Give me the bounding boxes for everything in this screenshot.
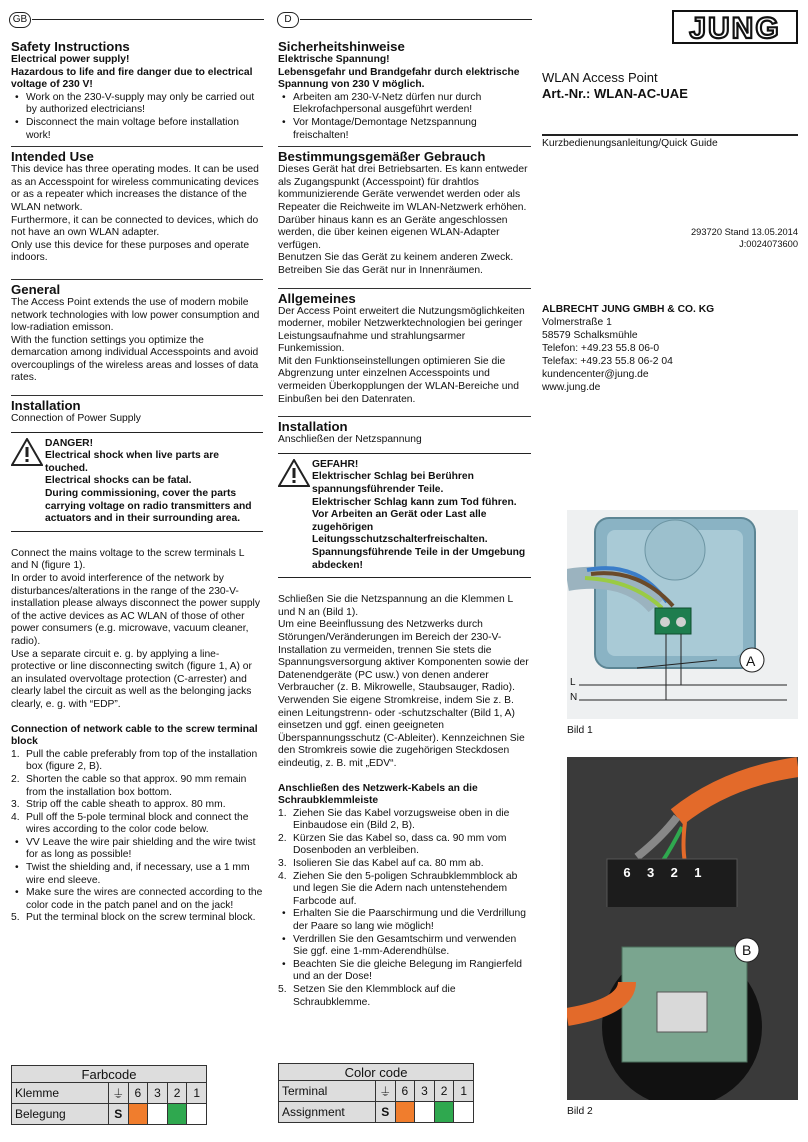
general-title: Allgemeines bbox=[278, 290, 356, 306]
divider bbox=[542, 134, 798, 136]
safety-title: Sicherheitshinweise bbox=[278, 39, 405, 54]
figure-1-image bbox=[567, 510, 798, 719]
terminal-number: 3 bbox=[647, 865, 655, 880]
terminal-number: 1 bbox=[694, 865, 702, 880]
installation-title: Installation bbox=[11, 398, 81, 414]
general-text: Der Access Point erweitert die Nutzungsmöglichkeiten moderner, mobiler Netzwerktechnologien bei geringer Leistungsaufnahme und strahlungsarmer Funkemission. bbox=[278, 305, 525, 355]
divider bbox=[11, 279, 263, 280]
table-cell: 3 bbox=[415, 1081, 435, 1102]
steps-list bbox=[278, 808, 531, 909]
danger-box bbox=[278, 453, 531, 578]
color-swatch-white bbox=[148, 1104, 168, 1125]
list-item: • Beachten Sie die gleiche Belegung im Rangierfeld und an der Dose! bbox=[278, 959, 531, 984]
intended-use-text: This device has three operating modes. It can be used as an Accesspoint for wireless communicating devices or as a repeater which increases the distance of the WLAN network. bbox=[11, 164, 259, 213]
language-badge-gb: GB bbox=[9, 12, 31, 28]
connect-text-2: In order to avoid interference of the network by disturbances/alterations in the range of the 230-V-installation please always disconnect the power supply of the active devices as AC WLAN of those of other power consumers (e.g. microwave, vacuum cleaner, radio). bbox=[11, 573, 260, 647]
intended-use-title: Intended Use bbox=[11, 149, 94, 165]
installation-subtitle: Anschließen der Netzspannung bbox=[278, 434, 422, 446]
figure-1-label-a: A bbox=[746, 653, 756, 669]
terminal-number: 6 bbox=[623, 865, 631, 880]
figure-1-caption: Bild 1 bbox=[567, 725, 593, 736]
color-swatch-white bbox=[187, 1104, 207, 1125]
list-item: 2. Kürzen Sie das Kabel so, dass ca. 90 mm vom Dosenboden an verbleiben. bbox=[278, 832, 507, 857]
figure-2-label-b: B bbox=[742, 942, 752, 958]
cable-section-title: Anschließen des Netzwerk-Kabels an die Schraubklemmleiste bbox=[278, 782, 478, 807]
table-row-label: Belegung bbox=[12, 1104, 109, 1125]
table-cell: S bbox=[108, 1104, 128, 1125]
installation-subtitle: Connection of Power Supply bbox=[11, 413, 141, 425]
column-english bbox=[11, 39, 263, 925]
jung-logo bbox=[672, 10, 798, 49]
safety-warning-2: Lebensgefahr und Brandgefahr durch elektrische Spannung von 230 V möglich. bbox=[278, 66, 520, 91]
list-item: 5. Setzen Sie den Klemmblock auf die Schraubklemme. bbox=[278, 984, 456, 1008]
table-cell: ⏚ bbox=[108, 1083, 128, 1104]
table-cell: 3 bbox=[148, 1083, 168, 1104]
table-title: Color code bbox=[279, 1064, 474, 1081]
list-item: 3. Strip off the cable sheath to approx. 80 mm. bbox=[11, 799, 226, 811]
installation-title: Installation bbox=[278, 419, 348, 435]
list-item: 4. Ziehen Sie den 5-poligen Schraubklemmblock ab und legen Sie die Adern nach untenstehendem Farbcode auf. bbox=[278, 870, 518, 907]
company-name: ALBRECHT JUNG GMBH & CO. KG bbox=[542, 303, 715, 315]
product-name: WLAN Access Point bbox=[542, 70, 658, 85]
company-street: Volmerstraße 1 bbox=[542, 316, 612, 328]
danger-title: GEFAHR! bbox=[312, 458, 359, 470]
general-text-2: With the function settings you optimize the demarcation among individual Accesspoints and avoid overcouplings of the wireless areas and losses of data rates. bbox=[11, 334, 259, 384]
table-cell: 1 bbox=[187, 1083, 207, 1104]
safety-list bbox=[278, 92, 531, 142]
company-website[interactable]: www.jung.de bbox=[542, 381, 601, 393]
intended-use-text-3: Only use this device for these purposes and operate indoors. bbox=[11, 239, 250, 264]
list-item: 3. Isolieren Sie das Kabel auf ca. 80 mm ab. bbox=[278, 858, 484, 870]
table-cell: 2 bbox=[167, 1083, 187, 1104]
language-badge-de: D bbox=[277, 12, 299, 28]
color-swatch-orange bbox=[395, 1102, 415, 1123]
table-cell: 6 bbox=[128, 1083, 148, 1104]
danger-text-3: Vor Arbeiten an Gerät oder Last alle zugehörigen Leitungsschutzschalterfreischalten. Spannungsführende Teile in der Umgebung abdecken! bbox=[312, 509, 526, 571]
color-swatch-white bbox=[415, 1102, 435, 1123]
general-text-2: Mit den Funktionseinstellungen optimieren Sie die Abgrenzung unter einzelnen Accesspoints und vermeiden Überkopplungen der WLAN-Bereiche und Einbußen bei den Datenraten. bbox=[278, 355, 519, 405]
list-item: • Verdrillen Sie den Gesamtschirm und verwenden Sie ggf. eine 1-mm-Aderendhülse. bbox=[278, 934, 531, 959]
danger-text: Elektrischer Schlag bei Berühren spannungsführender Teile. bbox=[312, 471, 474, 496]
notes-list bbox=[278, 908, 531, 984]
general-title: General bbox=[11, 281, 61, 297]
table-row-label: Assignment bbox=[279, 1102, 376, 1123]
intended-use-title: Bestimmungsgemäßer Gebrauch bbox=[278, 149, 486, 165]
color-swatch-white bbox=[454, 1102, 474, 1123]
list-item: • Work on the 230-V-supply may only be carried out by authorized electricians! bbox=[11, 92, 263, 117]
danger-text-2: Elektrischer Schlag kann zum Tod führen. bbox=[312, 496, 517, 508]
header-rule-gb bbox=[32, 19, 264, 20]
terminal-number: 2 bbox=[670, 865, 678, 880]
terminal-numbers bbox=[617, 865, 708, 880]
list-item: • Disconnect the main voltage before installation work! bbox=[11, 117, 263, 142]
list-item: 5. Put the terminal block on the screw terminal block. bbox=[11, 912, 256, 924]
color-swatch-green bbox=[434, 1102, 454, 1123]
table-cell: 1 bbox=[454, 1081, 474, 1102]
header-rule-de bbox=[300, 19, 532, 20]
safety-warning-1: Electrical power supply! bbox=[11, 54, 130, 65]
document-stand: 293720 Stand 13.05.2014 bbox=[690, 226, 798, 237]
general-text: The Access Point extends the use of modern mobile network technologies with low power consumption and low-radiation emisson. bbox=[11, 296, 260, 334]
document-number: J:0024073600 bbox=[739, 238, 798, 249]
connect-text: Connect the mains voltage to the screw terminals L and N (figure 1). bbox=[11, 547, 245, 572]
list-item: • Twist the shielding and, if necessary, use a 1 mm wire end sleeve. bbox=[11, 862, 263, 887]
table-cell: 6 bbox=[395, 1081, 415, 1102]
connect-text-3: Use a separate circuit e. g. by applying a line-protective or line disconnecting switch (figure 1, A) or an insulated overvoltage protection (C-arrester) and clearly label the circuit as well as the belonging jacks clearly, e. g. with “EDP”. bbox=[11, 648, 252, 710]
list-item: • VV Leave the wire pair shielding and the wire twist for as long as possible! bbox=[11, 837, 263, 862]
column-product-info bbox=[542, 70, 798, 394]
danger-text-3: During commissioning, cover the parts carrying voltage on radio transmitters and actuators and in their surrounding area. bbox=[45, 488, 252, 525]
company-phone: Telefon: +49.23 55.8 06-0 bbox=[542, 342, 660, 354]
list-item: 1. Pull the cable preferably from top of the installation box (figure 2, B). bbox=[11, 748, 258, 773]
cable-section-title: Connection of network cable to the screw terminal block bbox=[11, 723, 258, 748]
table-row-label: Terminal bbox=[279, 1081, 376, 1102]
danger-text: Electrical shock when live parts are touched. bbox=[45, 450, 219, 474]
figure-2-image bbox=[567, 757, 798, 1100]
color-swatch-green bbox=[167, 1104, 187, 1125]
steps-list bbox=[11, 749, 263, 837]
list-item: • Make sure the wires are connected according to the color code in the patch panel and on the jack! bbox=[11, 887, 263, 912]
article-number: Art.-Nr.: WLAN-AC-UAE bbox=[542, 86, 688, 101]
table-cell: 2 bbox=[434, 1081, 454, 1102]
list-item: 2. Shorten the cable so that approx. 90 mm remain from the installation box bottom. bbox=[11, 773, 247, 798]
intended-use-text: Dieses Gerät hat drei Betriebsarten. Es kann entweder als Zugangspunkt (Accesspoint) für drahtlos kommunizierende Geräte verwendet werden oder als Repeater die Reichweite im WLAN-Netzwerk erhöhen. Darüber hinaus kann es an Geräte angeschlossen werden, die über keinen eigenen WLAN-Adapter verfügen. bbox=[278, 164, 528, 251]
divider bbox=[278, 146, 531, 147]
safety-warning-2: Hazardous to life and fire danger due to electrical voltage of 230 V! bbox=[11, 66, 253, 91]
figure-1-label-n: N bbox=[570, 692, 578, 703]
danger-title: DANGER! bbox=[45, 437, 94, 449]
safety-title: Safety Instructions bbox=[11, 39, 130, 54]
company-email[interactable]: kundencenter@jung.de bbox=[542, 368, 649, 380]
list-item: • Erhalten Sie die Paarschirmung und die Verdrillung der Paare so lang wie möglich! bbox=[278, 908, 531, 933]
table-title: Farbcode bbox=[12, 1066, 207, 1083]
color-code-table-de bbox=[278, 1063, 474, 1123]
figure-2-caption: Bild 2 bbox=[567, 1106, 593, 1117]
table-row-label: Klemme bbox=[12, 1083, 109, 1104]
list-item: 4. Pull off the 5-pole terminal block and connect the wires according to the color code below. bbox=[11, 811, 249, 836]
intended-use-text-2: Furthermore, it can be connected to devices, which do not have an own WLAN adapter. bbox=[11, 214, 259, 239]
logo-text: JUNG bbox=[689, 12, 781, 44]
list-item: • Arbeiten am 230-V-Netz dürfen nur durch Elekrofachpersonal ausgeführt werden! bbox=[278, 92, 531, 117]
intended-use-text-2: Benutzen Sie das Gerät zu keinem anderen Zweck. Betreiben Sie das Gerät nur in Innenräumen. bbox=[278, 252, 514, 276]
notes-list bbox=[11, 837, 263, 913]
connect-text: Schließen Sie die Netzspannung an die Klemmen L und N an (Bild 1). bbox=[278, 594, 513, 618]
safety-warning-1: Elektrische Spannung! bbox=[278, 54, 390, 65]
connect-text-2: Um eine Beeinflussung des Netzwerks durch Störungen/Veränderungen im Bereich der 230-V-Installation zu vermeiden, trennen Sie stets die Spannungsversorgung aktiver Komponenten sowie der Datenendgeräte (PC usw.) von denen anderer Verbraucher (z. B. Mikrowelle, Staubsauger, Radio). Verwenden Sie eigene Stromkreise, indem Sie z. B. einen Leitungstrenn- oder -schutzschalter (Bild 1, A) einsetzen und ggf. einen geeigneten Überspannungsschutz (C-Ableiter). Kennzeichnen Sie den Stromkreis sowie die zugehörigen Steckdosen eindeutig, z. B. mit „EDV“. bbox=[278, 619, 529, 769]
company-fax: Telefax: +49.23 55.8 06-2 04 bbox=[542, 355, 673, 367]
column-german bbox=[278, 39, 531, 1009]
safety-list bbox=[11, 92, 263, 142]
list-item: 1. Ziehen Sie das Kabel vorzugsweise oben in die Einbaudose ein (Bild 2, B). bbox=[278, 807, 510, 832]
table-cell: S bbox=[375, 1102, 395, 1123]
warning-triangle-icon bbox=[278, 459, 312, 572]
steps-list-end bbox=[278, 984, 531, 1009]
color-swatch-orange bbox=[128, 1104, 148, 1125]
danger-text-2: Electrical shocks can be fatal. bbox=[45, 475, 192, 487]
steps-list-end bbox=[11, 912, 263, 925]
list-item: • Vor Montage/Demontage Netzspannung freischalten! bbox=[278, 117, 531, 142]
divider bbox=[278, 416, 531, 417]
divider bbox=[11, 146, 263, 147]
warning-triangle-icon bbox=[11, 438, 45, 526]
divider bbox=[11, 395, 263, 396]
quick-guide-label: Kurzbedienungsanleitung/Quick Guide bbox=[542, 137, 718, 149]
figure-1-label-l: L bbox=[570, 677, 576, 688]
table-cell: ⏚ bbox=[375, 1081, 395, 1102]
company-city: 58579 Schalksmühle bbox=[542, 329, 638, 341]
divider bbox=[278, 288, 531, 289]
danger-box bbox=[11, 432, 263, 532]
color-code-table-gb bbox=[11, 1065, 207, 1125]
